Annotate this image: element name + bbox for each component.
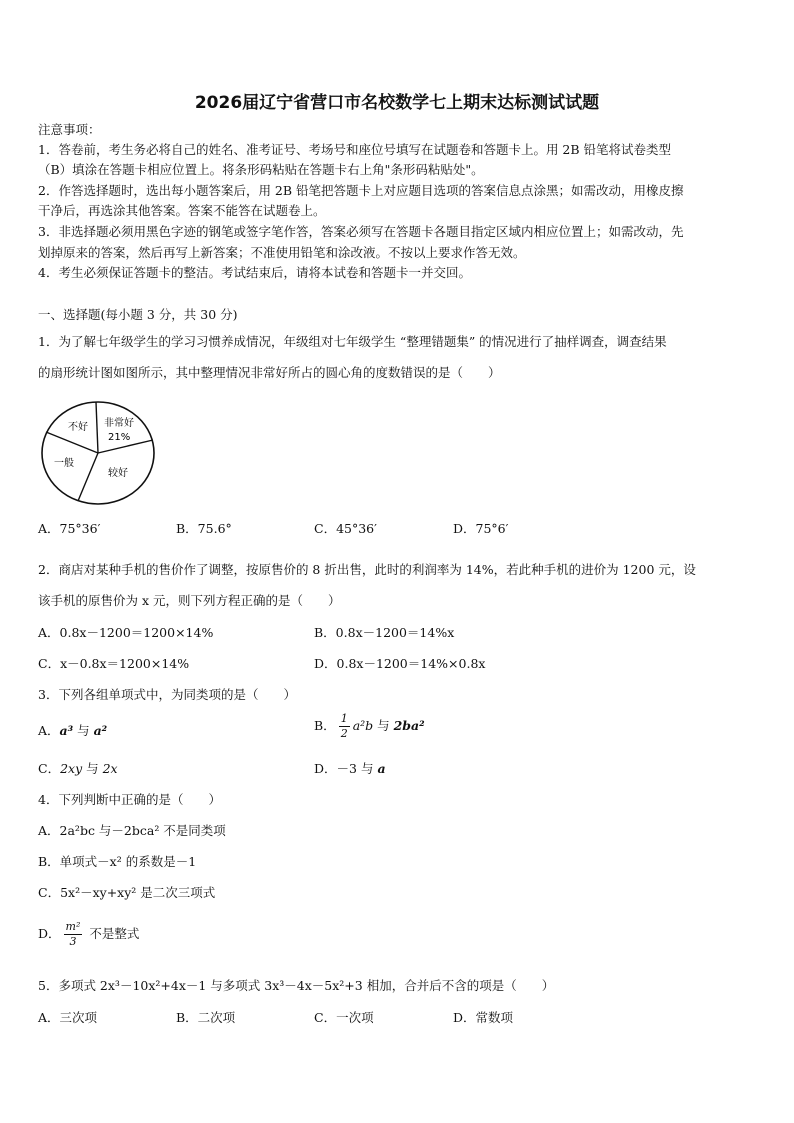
pie-divider — [46, 432, 98, 453]
question-3-stem: 3．下列各组单项式中，为同类项的是（ ） — [38, 687, 296, 702]
pie-divider — [78, 453, 98, 501]
notice-line: 划掉原来的答案，然后再写上新答案；不准使用铅笔和涂改液。不按以上要求作答无效。 — [38, 245, 526, 260]
section-heading: 一、选择题(每小题 3 分，共 30 分) — [38, 307, 238, 322]
question-5-stem: 5．多项式 2x³－10x²+4x－1 与多项式 3x³－4x－5x²+3 相加，合并后不含的项是（ ） — [38, 978, 555, 993]
q4-option-d: D． $\frac{\text{m²}}{3}$ 不是整式 — [38, 920, 140, 948]
notice-line: 2．作答选择题时，选出每小题答案后，用 2B 铅笔把答题卡上对应题目选项的答案信息点涂黑；如需改动，用橡皮擦 — [38, 183, 684, 198]
pie-label-buhao: 不好 — [68, 422, 88, 433]
notice-line: 1．答卷前，考生务必将自己的姓名、准考证号、考场号和座位号填写在试题卷和答题卡上。用 2B 铅笔将试卷类型 — [38, 142, 672, 157]
question-2-line: 该手机的原售价为 x 元，则下列方程正确的是（ ） — [38, 593, 341, 608]
pie-label-feichanghao: 非常好 — [104, 418, 134, 429]
q5-option-c: C．一次项 — [314, 1010, 374, 1025]
pie-divider — [96, 402, 98, 453]
question-4-stem: 4．下列判断中正确的是（ ） — [38, 792, 221, 807]
pie-label-jiaohao: 较好 — [108, 468, 128, 479]
notice-line: 3．非选择题必须用黑色字迹的钢笔或签字笔作答，答案必须写在答题卡各题目指定区域内相应位置上；如需改动，先 — [38, 224, 684, 239]
q3-option-b: B． $\frac{1}{2}$ a²b 与 2ba² — [314, 712, 425, 740]
notice-line: （B）填涂在答题卡相应位置上。将条形码粘贴在答题卡右上角"条形码粘贴处"。 — [38, 162, 484, 177]
notice-line: 干净后，再选涂其他答案。答案不能答在试题卷上。 — [38, 203, 326, 218]
pie-label-percent: 21% — [108, 432, 131, 443]
fraction: $\frac{1}{2}$ — [340, 712, 348, 740]
q1-option-a: A．75°36′ — [38, 521, 101, 536]
q1-option-c: C．45°36′ — [314, 521, 377, 536]
q3-option-a: A．a³ 与 a² — [38, 723, 108, 738]
q2-option-c: C．x－0.8x＝1200×14% — [38, 656, 190, 671]
question-1-line: 1．为了解七年级学生的学习习惯养成情况，年级组对七年级学生 “整理错题集” 的情况进行了抽样调查，调查结果 — [38, 334, 667, 349]
q2-option-b: B．0.8x－1200＝14%x — [314, 625, 455, 640]
notice-line: 4．考生必须保证答题卡的整洁。考试结束后，请将本试卷和答题卡一并交回。 — [38, 265, 471, 280]
q1-option-d: D．75°6′ — [453, 521, 509, 536]
q4-option-b: B．单项式－x² 的系数是－1 — [38, 854, 197, 869]
question-1-line: 的扇形统计图如图所示，其中整理情况非常好所占的圆心角的度数错误的是（ ） — [38, 365, 501, 380]
q5-option-a: A．三次项 — [38, 1010, 98, 1025]
q4-option-a: A．2a²bc 与－2bca² 不是同类项 — [38, 823, 226, 838]
q2-option-a: A．0.8x－1200＝1200×14% — [38, 625, 214, 640]
page-title: 2026届辽宁省营口市名校数学七上期末达标测试试题 — [194, 93, 600, 113]
q2-option-d: D．0.8x－1200＝14%×0.8x — [314, 656, 486, 671]
question-2-line: 2．商店对某种手机的售价作了调整，按原售价的 8 折出售，此时的利润率为 14%，若此种手机的进价为 1200 元，设 — [38, 562, 696, 577]
notice-heading: 注意事项： — [38, 122, 101, 137]
pie-chart — [38, 398, 160, 508]
q3-option-c: C．2xy 与 2x — [38, 761, 118, 776]
fraction: $\frac{\text{m²}}{3}$ — [65, 920, 81, 948]
q1-option-b: B．75.6° — [176, 521, 232, 536]
q4-option-c: C．5x²－xy+xy² 是二次三项式 — [38, 885, 216, 900]
pie-label-yiban: 一般 — [54, 458, 74, 469]
q5-option-d: D．常数项 — [453, 1010, 514, 1025]
q3-option-d: D．－3 与 a — [314, 761, 386, 776]
q5-option-b: B．二次项 — [176, 1010, 236, 1025]
